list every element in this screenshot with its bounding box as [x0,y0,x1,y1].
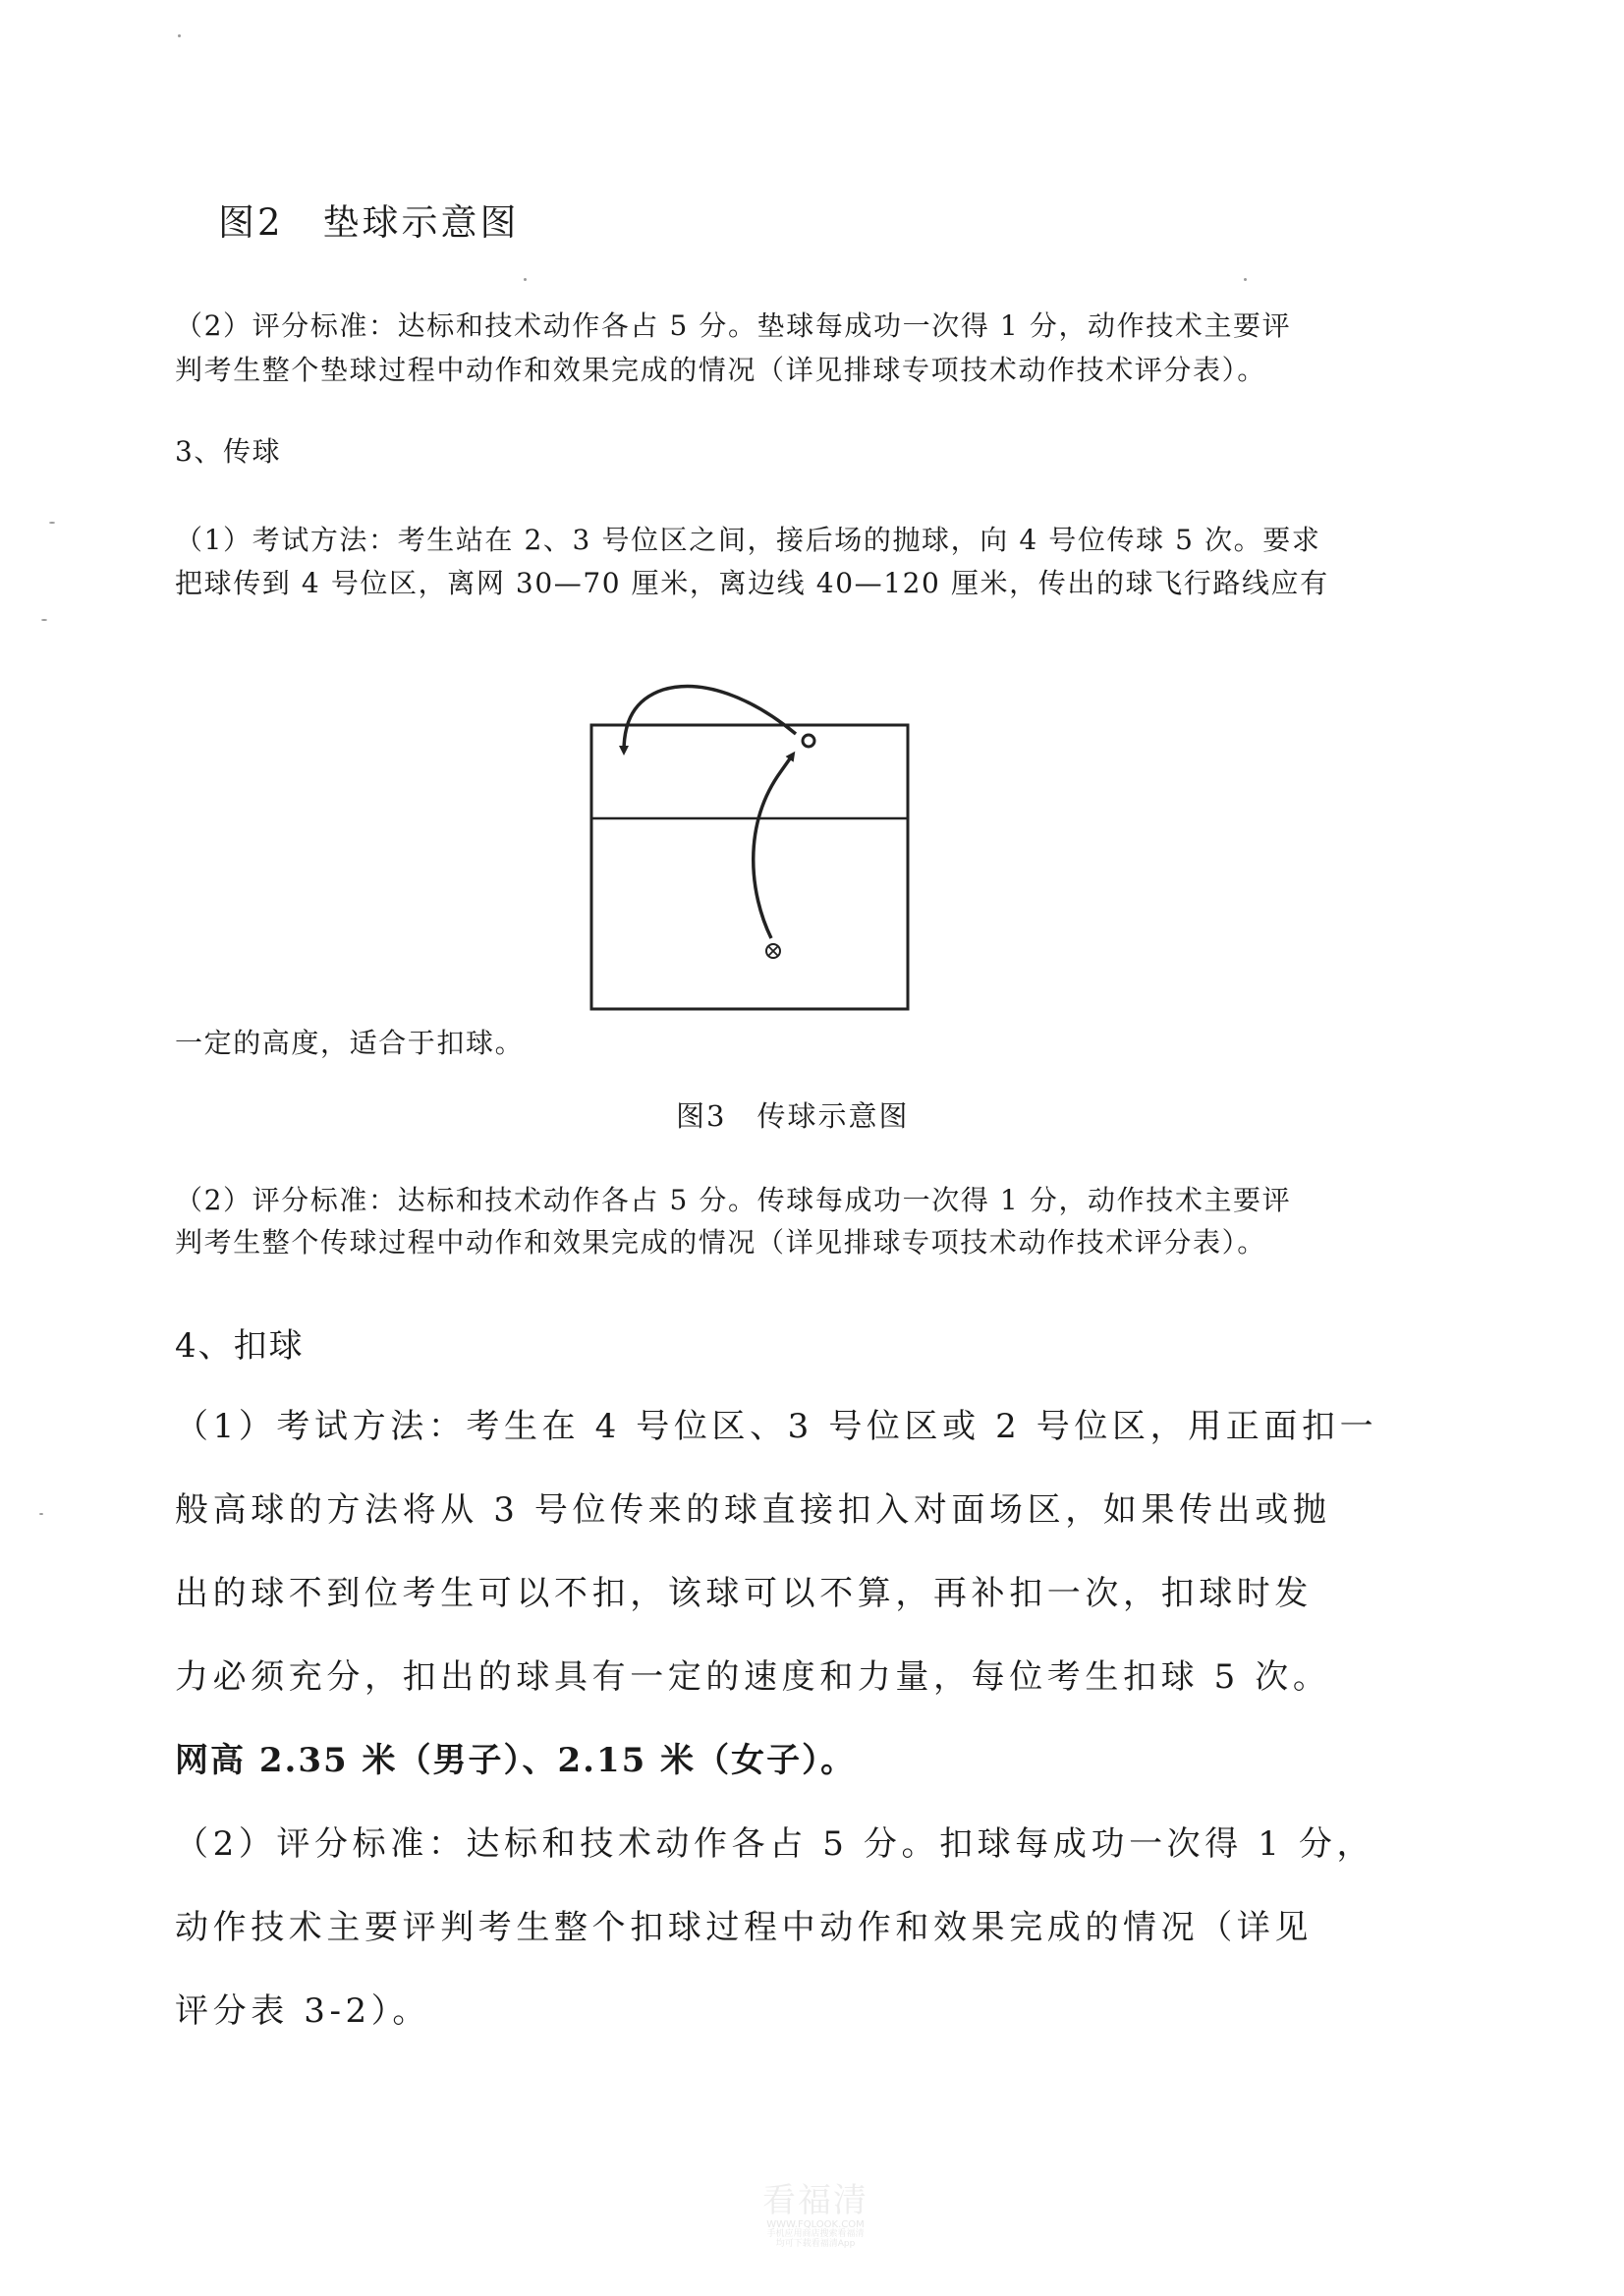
dig-scoring-line-1: （2）评分标准：达标和技术动作各占 5 分。垫球每成功一次得 1 分，动作技术主要评 [175,309,1292,342]
spike-method-line-1: （1）考试方法：考生在 4 号位区、3 号位区或 2 号位区，用正面扣一 [175,1407,1378,1446]
scan-speck [41,619,47,621]
watermark-url: WWW.FQLOOK.COM [766,2219,865,2231]
player-marker-icon [766,944,780,958]
spike-method-line-3: 出的球不到位考生可以不扣，该球可以不算，再补扣一次，扣球时发 [175,1574,1313,1613]
spike-net-height: 网高 2.35 米（男子）、2.15 米（女子）。 [175,1741,857,1780]
scan-speck [49,522,55,524]
set-diagram [575,668,919,1022]
court-outline [591,725,908,1009]
watermark-note-2: 均可下载看福清App [775,2239,856,2250]
spike-scoring-line-1: （2）评分标准：达标和技术动作各占 5 分。扣球每成功一次得 1 分， [175,1824,1375,1864]
spike-heading: 4、扣球 [175,1326,305,1366]
dig-scoring-line-2: 判考生整个垫球过程中动作和效果完成的情况（详见排球专项技术动作技术评分表）。 [175,354,1266,386]
scan-speck [39,1513,43,1515]
figure-3-caption: 图3 传球示意图 [676,1099,910,1133]
set-method-line-2: 把球传到 4 号位区，离网 30—70 厘米，离边线 40—120 厘米，传出的球飞行路线应有 [175,567,1329,599]
set-method-line-1: （1）考试方法：考生站在 2、3 号位区之间，接后场的抛球，向 4 号位传球 5 次。要求 [175,524,1321,556]
spike-scoring-line-3: 评分表 3-2）。 [175,1991,430,2031]
scan-speck [1244,278,1247,281]
pass-trajectory-arrow [624,687,796,752]
watermark-note-1: 手机应用商店搜索看福清 [766,2229,865,2240]
spike-method-line-4: 力必须充分，扣出的球具有一定的速度和力量，每位考生扣球 5 次。 [175,1657,1331,1697]
spike-scoring-line-2: 动作技术主要评判考生整个扣球过程中动作和效果完成的情况（详见 [175,1908,1313,1947]
set-scoring-line-2: 判考生整个传球过程中动作和效果完成的情况（详见排球专项技术动作技术评分表）。 [175,1226,1266,1259]
set-scoring-line-1: （2）评分标准：达标和技术动作各占 5 分。传球每成功一次得 1 分，动作技术主要评 [175,1184,1292,1216]
scan-speck [524,278,527,281]
figure-2-caption: 图2 垫球示意图 [218,201,520,244]
scan-speck [178,34,181,37]
watermark [747,2183,884,2250]
toss-trajectory-arrow [754,755,793,938]
watermark-logo: 看福清 [762,2181,868,2220]
set-method-line-3: 一定的高度，适合于扣球。 [175,1027,525,1059]
set-heading: 3、传球 [175,435,282,468]
spike-method-line-2: 般高球的方法将从 3 号位传来的球直接扣入对面场区，如果传出或抛 [175,1490,1331,1530]
ball-position-icon [803,735,814,747]
